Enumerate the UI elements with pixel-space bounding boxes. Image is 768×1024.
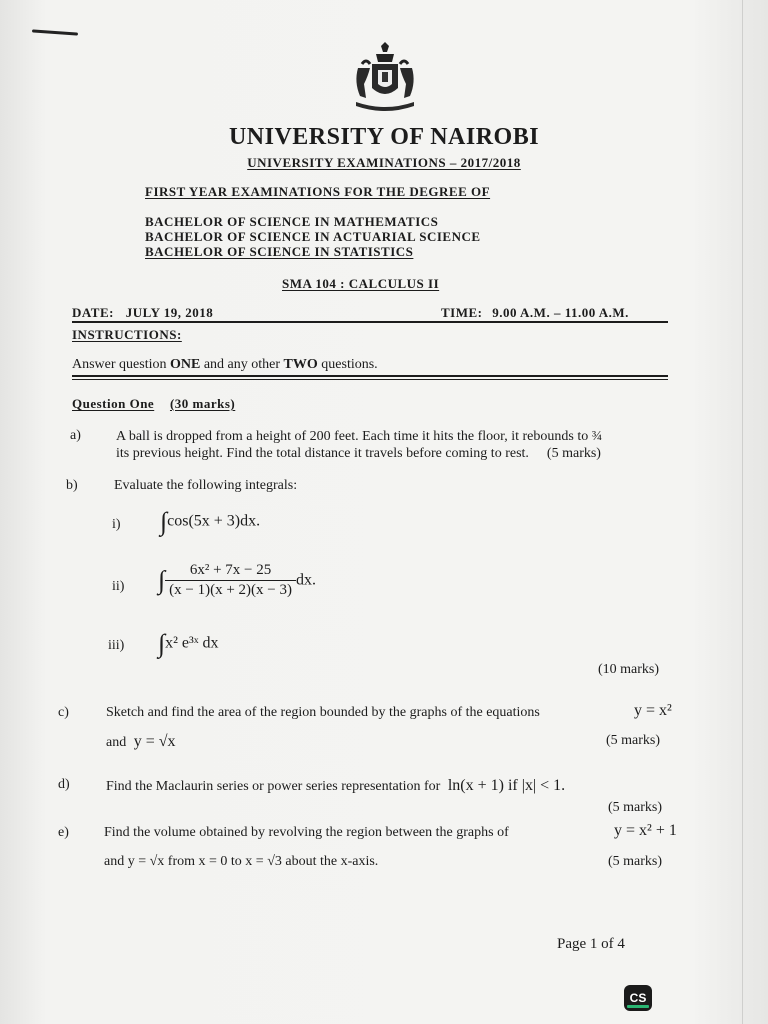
integral-icon: ∫: [158, 629, 166, 658]
part-b-i-label: i): [112, 517, 121, 532]
instructions-post: questions.: [317, 357, 378, 372]
instructions-divider-top: [72, 375, 668, 377]
part-c-line1: Sketch and find the area of the region bounded by the graphs of the equations: [106, 705, 540, 720]
part-a-line1: A ball is dropped from a height of 200 feet. Each time it hits the floor, it rebounds to ¾: [116, 429, 603, 444]
integral-ii-fraction: [165, 562, 296, 599]
part-d-label: d): [58, 777, 70, 792]
part-c-eq2: y = √x: [133, 733, 176, 750]
part-b-marks: (10 marks): [598, 662, 660, 677]
part-b-label: b): [66, 478, 78, 493]
date-label: DATE:: [72, 305, 114, 320]
instructions-two: TWO: [283, 357, 318, 372]
question-heading: [72, 396, 235, 412]
part-b-iii-label: iii): [108, 638, 125, 653]
part-c-marks: (5 marks): [606, 733, 661, 748]
part-c-and: and: [106, 735, 127, 750]
question-marks: (30 marks): [169, 396, 236, 411]
integral-ii-tail: dx.: [295, 571, 316, 589]
date-row: [72, 305, 213, 321]
programme-item: BACHELOR OF SCIENCE IN MATHEMATICS: [145, 214, 439, 229]
part-b-i-expr: [160, 509, 260, 535]
part-b-ii-expr: [158, 562, 316, 599]
part-e-label: e): [58, 825, 69, 840]
part-d-marks: (5 marks): [608, 800, 663, 815]
part-a-label: a): [70, 428, 81, 443]
part-e-line2: and y = √x from x = 0 to x = √3 about the x-axis.: [104, 854, 379, 869]
part-e-eq1: y = x² + 1: [614, 822, 677, 839]
part-a-marks: (5 marks): [546, 446, 601, 461]
instructions-mid: and any other: [200, 357, 284, 372]
instructions-divider-bottom: [72, 379, 668, 380]
instructions-heading: INSTRUCTIONS:: [72, 327, 182, 342]
part-a-line2: its previous height. Find the total distance it travels before coming to rest.: [116, 446, 529, 461]
time-label: TIME:: [441, 305, 483, 320]
part-b-iii-expr: [158, 631, 218, 657]
part-d-expr: ln(x + 1) if |x| < 1.: [447, 777, 566, 794]
degree-intro: FIRST YEAR EXAMINATIONS FOR THE DEGREE OF: [145, 184, 491, 199]
part-e-line1: Find the volume obtained by revolving the region between the graphs of: [104, 825, 509, 840]
part-c-line2: [106, 733, 176, 751]
exam-session: UNIVERSITY EXAMINATIONS – 2017/2018: [247, 155, 521, 170]
time-value: 9.00 A.M. – 11.00 A.M.: [492, 305, 629, 320]
question-title: Question One: [72, 396, 155, 411]
part-c-eq1: y = x²: [634, 702, 672, 719]
part-d-line: [106, 777, 565, 795]
programme-list: [145, 214, 481, 259]
date-value: JULY 19, 2018: [125, 305, 214, 320]
course-code: SMA 104 : CALCULUS II: [282, 276, 440, 291]
programme-item: BACHELOR OF SCIENCE IN ACTUARIAL SCIENCE: [145, 229, 481, 244]
integral-i-body: cos(5x + 3)dx.: [167, 512, 261, 530]
page-number: Page 1 of 4: [557, 936, 625, 952]
fraction-denominator: (x − 1)(x + 2)(x − 3): [169, 582, 292, 598]
instructions-pre: Answer question: [72, 357, 170, 372]
part-d-text: Find the Maclaurin series or power series representation for: [106, 779, 441, 794]
university-crest-icon: [348, 42, 422, 116]
programme-item: BACHELOR OF SCIENCE IN STATISTICS: [145, 244, 414, 259]
part-a-text: [116, 428, 676, 462]
integral-icon: ∫: [158, 565, 166, 595]
part-e-marks: (5 marks): [608, 854, 663, 869]
part-b-ii-label: ii): [112, 579, 125, 594]
instructions-text: [72, 357, 378, 373]
university-name: UNIVERSITY OF NAIROBI: [228, 124, 540, 150]
header-divider: [72, 321, 668, 323]
time-row: [441, 305, 629, 321]
integral-iii-body: x² e³ˣ dx: [165, 634, 219, 652]
camscanner-badge-icon: CS: [624, 985, 652, 1011]
instructions-one: ONE: [170, 357, 201, 372]
part-c-label: c): [58, 705, 69, 720]
paper-edge: [742, 0, 743, 1024]
integral-icon: ∫: [160, 507, 168, 536]
part-b-text: Evaluate the following integrals:: [114, 478, 298, 493]
fraction-numerator: 6x² + 7x − 25: [165, 562, 296, 581]
